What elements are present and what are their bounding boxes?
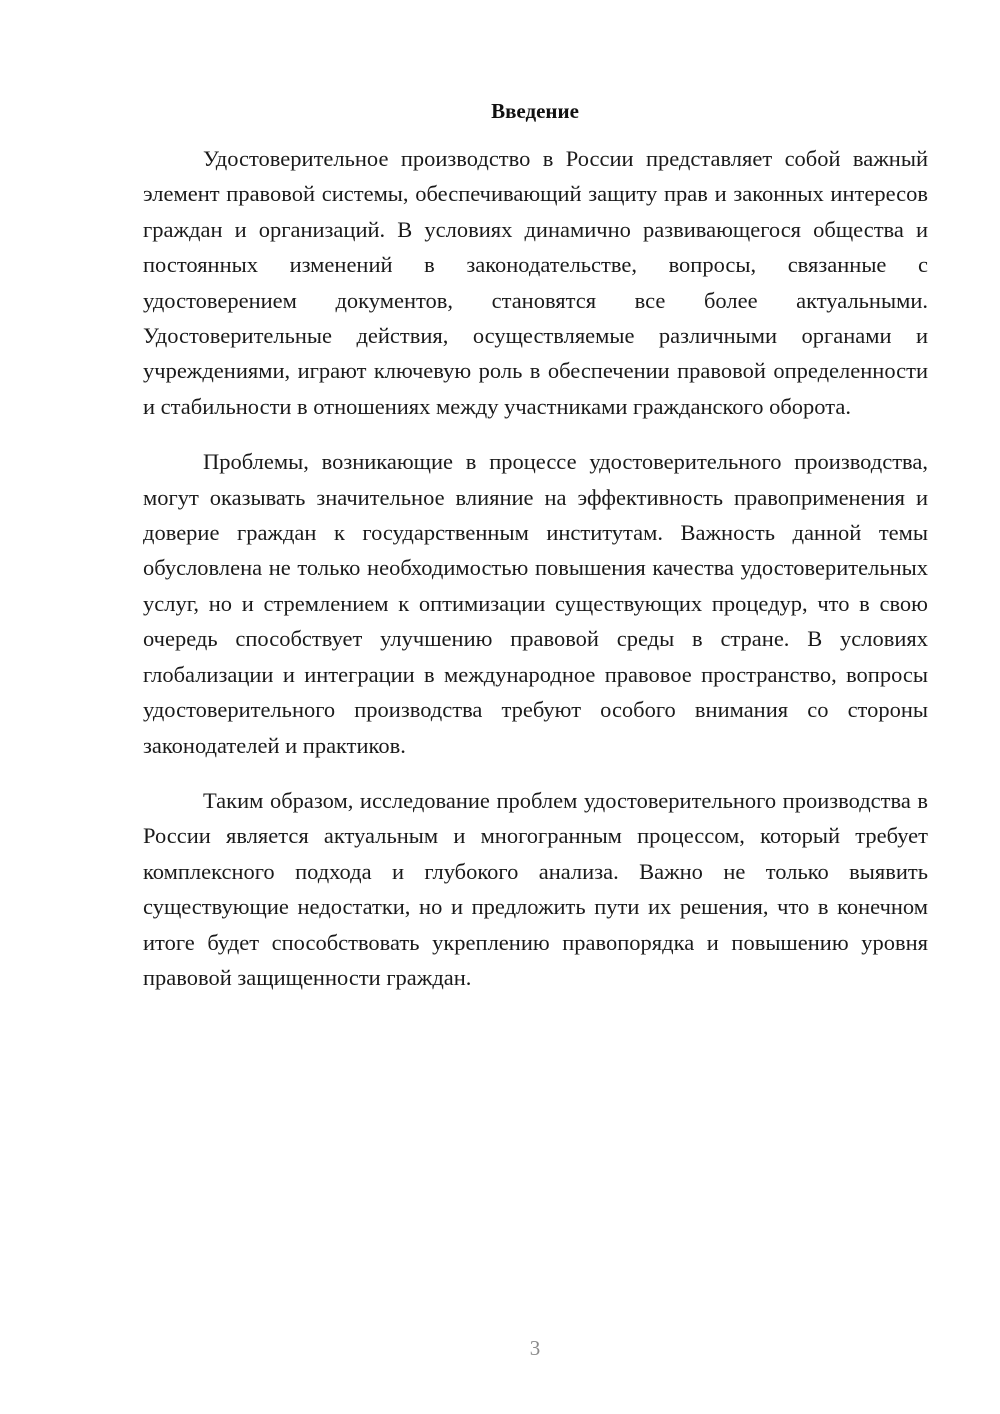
section-heading: Введение bbox=[491, 99, 579, 123]
page-number: 3 bbox=[529, 1336, 541, 1360]
paragraph-3: Таким образом, исследование проблем удостоверительного производства в России является актуальным и многогранным процессом, который требует комплексного подхода и глубокого анализа. Важно не только выявить существующие недостатки, но и предложить пути их решения, что в конечном итоге будет способствовать укреплению правопорядка и повышению уровня правовой защищенности граждан. bbox=[143, 787, 928, 990]
paragraph-2: Проблемы, возникающие в процессе удостоверительного производства, могут оказывать значительное влияние на эффективность правоприменения и доверие граждан к государственным институтам. Важность данной темы обусловлена не только необходимостью повышения качества удостоверительных услуг, но и стремлением к оптимизации существующих процедур, что в свою очередь способствует улучшению правовой среды в стране. В условиях глобализации и интеграции в международное правовое пространство, вопросы удостоверительного производства требуют особого внимания со стороны законодателей и практиков. bbox=[143, 449, 928, 758]
paragraph-1: Удостоверительное производство в России представляет собой важный элемент правовой системы, обеспечивающий защиту прав и законных интересов граждан и организаций. В условиях динамично развивающегося общества и постоянных изменений в законодательстве, вопросы, связанные с удостоверением документов, становятся все более актуальными. Удостоверительные действия, осуществляемые различными органами и учреждениями, играют ключевую роль в обеспечении правовой определенности и стабильности в отношениях между участниками гражданского оборота. bbox=[143, 146, 928, 419]
body-text bbox=[143, 141, 928, 995]
